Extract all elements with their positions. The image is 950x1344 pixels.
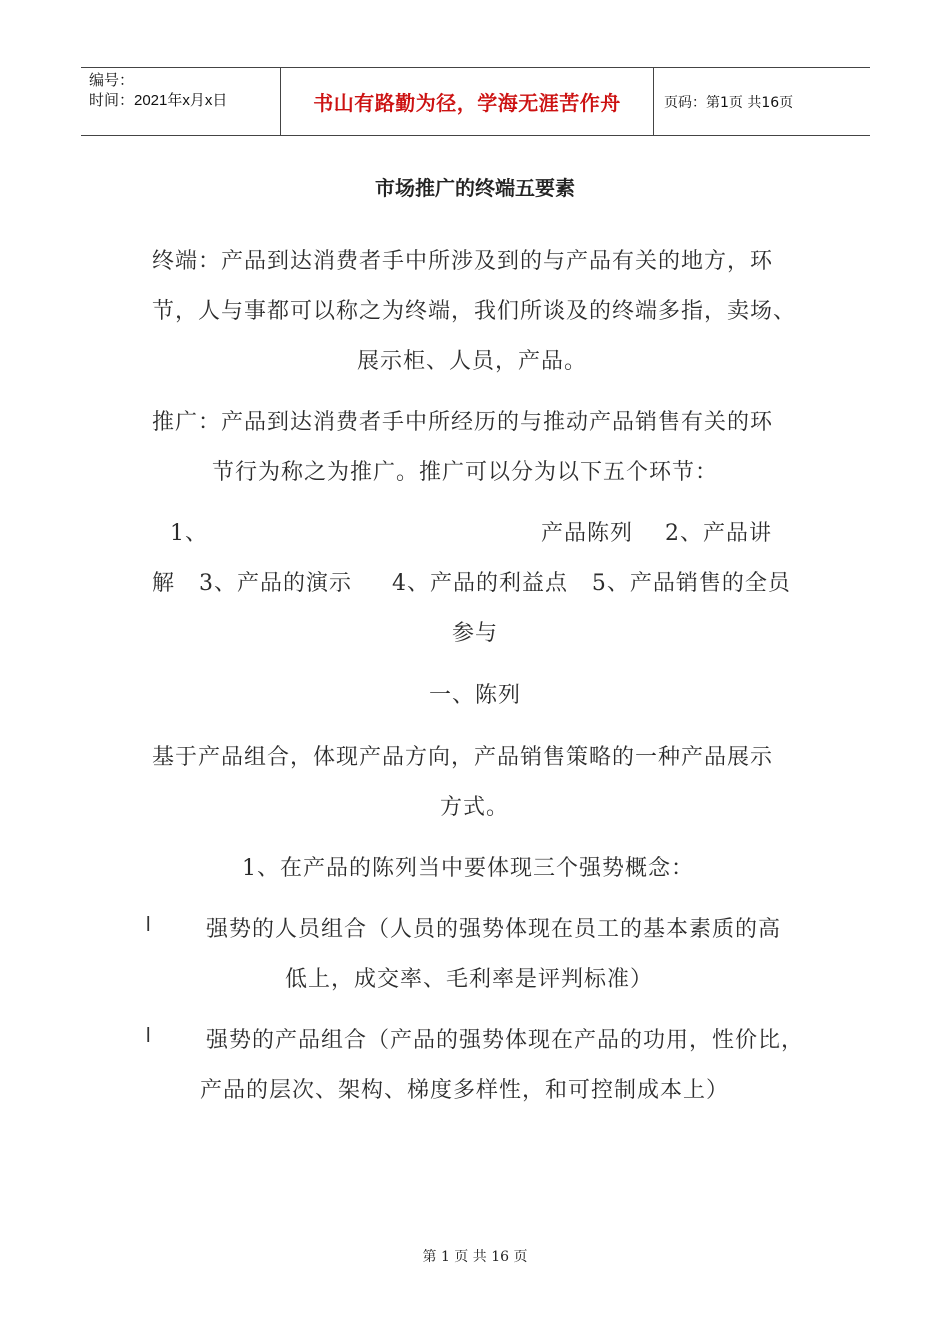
steps-line-2: 解 3、产品的演示 4、产品的利益点 5、产品销售的全员 <box>152 571 791 596</box>
bullet-2-line-2: 产品的层次、架构、梯度多样性，和可控制成本上） <box>200 1078 730 1103</box>
page-header <box>81 67 870 136</box>
steps-line-3: 参与 <box>451 621 498 646</box>
steps-number-1: 1、 <box>170 521 208 546</box>
document-title: 市场推广的终端五要素 <box>375 176 575 200</box>
bullet-1-line-2: 低上，成交率、毛利率是评判标准） <box>285 967 654 992</box>
document-date: 时间：2021年x月x日 <box>89 92 228 109</box>
bullet-marker: l <box>146 914 151 936</box>
bullet-marker: l <box>146 1025 151 1047</box>
subheading-three-concepts: 1、在产品的陈列当中要体现三个强势概念： <box>242 856 694 881</box>
page-info-text: 页码：第1页 共16页 <box>664 94 794 111</box>
header-motto <box>281 68 654 135</box>
promotion-def-line-1: 推广：产品到达消费者手中所经历的与推动产品销售有关的环 <box>152 410 774 435</box>
display-def-line-1: 基于产品组合，体现产品方向，产品销售策略的一种产品展示 <box>152 745 774 770</box>
header-meta <box>81 68 281 135</box>
bullet-2-line-1: 强势的产品组合（产品的强势体现在产品的功用，性价比， <box>206 1028 805 1053</box>
terminal-def-line-3: 展示柜、人员，产品。 <box>357 349 588 374</box>
promotion-def-line-2: 节行为称之为推广。推广可以分为以下五个环节： <box>212 460 719 485</box>
terminal-def-line-2: 节，人与事都可以称之为终端，我们所谈及的终端多指，卖场、 <box>152 299 797 324</box>
steps-line-1: 产品陈列 2、产品讲 <box>541 521 772 546</box>
page-footer: 第 1 页 共 16 页 <box>422 1249 528 1265</box>
bullet-1-line-1: 强势的人员组合（人员的强势体现在员工的基本素质的高 <box>206 917 782 942</box>
document-number-label: 编号： <box>89 72 135 89</box>
motto-text: 书山有路勤为径，学海无涯苦作舟 <box>313 91 621 115</box>
header-page-info <box>654 68 870 135</box>
display-def-line-2: 方式。 <box>440 795 510 820</box>
terminal-def-line-1: 终端：产品到达消费者手中所涉及到的与产品有关的地方，环 <box>152 249 774 274</box>
section-heading-display: 一、陈列 <box>428 683 521 708</box>
